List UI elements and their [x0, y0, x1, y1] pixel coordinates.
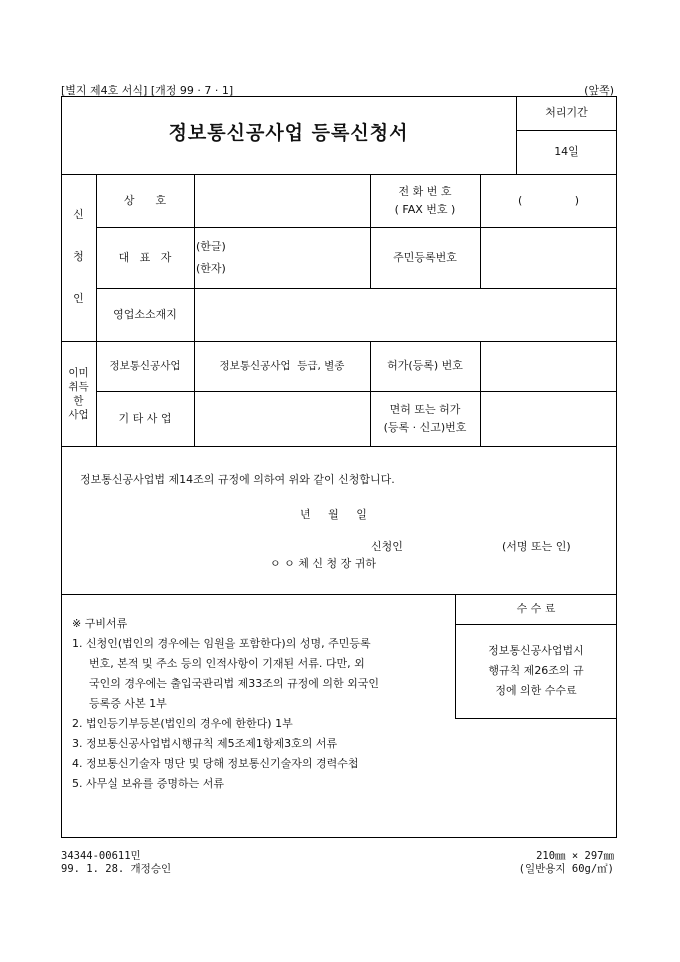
form-code: 34344-00611민	[61, 850, 141, 862]
document-item-2: 2. 법인등기부등본(법인의 경우에 한한다) 1부	[72, 717, 293, 730]
permit-number-field[interactable]	[480, 341, 617, 391]
license-label-line2: (등록 · 신고)번호	[383, 420, 467, 434]
fee-line-3: 정에 의한 수수료	[495, 684, 577, 697]
trade-name-label: 상 호	[123, 193, 167, 207]
telecom-business-label: 정보통신공사업	[109, 360, 181, 372]
document-item-5: 5. 사무실 보유를 증명하는 서류	[72, 777, 224, 790]
phone-field[interactable]: ( )	[517, 193, 580, 207]
resident-number-field[interactable]	[480, 227, 617, 288]
form-title: 정보통신공사업 등록신청서	[168, 122, 409, 144]
documents-heading: ※ 구비서류	[72, 617, 128, 630]
processing-value: 14일	[554, 145, 579, 158]
fee-description	[455, 624, 617, 718]
phone-label-line1: 전 화 번 호	[398, 184, 452, 198]
representative-label: 대 표 자	[118, 250, 172, 264]
document-item-4: 4. 정보통신기술자 명단 및 당해 정보통신기술자의 경력수첩	[72, 757, 359, 770]
applicant-label-3: 인	[73, 292, 84, 305]
address-field[interactable]	[194, 288, 617, 341]
signature-field[interactable]: (서명 또는 인)	[502, 540, 571, 553]
applicant-label-1: 신	[73, 208, 84, 221]
fee-line-1: 정보통신공사업법시	[488, 644, 584, 657]
required-documents	[72, 614, 447, 794]
license-number-label	[370, 391, 480, 446]
document-item-1-cont: 국인의 경우에는 출입국관리법 제33조의 규정에 의한 외국인	[89, 677, 379, 690]
license-label-line1: 면허 또는 허가	[389, 402, 461, 416]
rep-hangul-label: (한글)	[196, 239, 226, 253]
footer-left	[61, 850, 171, 876]
declaration-statement: 정보통신공사업법 제14조의 규정에 의하여 위와 같이 신청합니다.	[80, 473, 395, 486]
other-business-label: 기 타 사 업	[118, 411, 172, 425]
processing-label: 처리기간	[545, 106, 588, 119]
license-number-field[interactable]	[480, 391, 617, 446]
other-business-field[interactable]	[194, 391, 370, 446]
trade-name-field[interactable]	[194, 174, 370, 227]
applicant-sign-label: 신청인	[371, 540, 403, 553]
resident-number-label: 주민등록번호	[393, 250, 457, 264]
rep-hanja-label: (한자)	[196, 261, 226, 275]
document-item-3: 3. 정보통신공사업법시행규칙 제5조제1항제3호의 서류	[72, 737, 338, 750]
fee-line-2: 행규칙 제26조의 규	[488, 664, 584, 677]
permit-number-label: 허가(등록) 번호	[387, 359, 463, 372]
declaration-date: 년 월 일	[300, 508, 367, 521]
phone-label	[370, 174, 480, 227]
representative-field[interactable]	[196, 227, 368, 288]
form-id: [별지 제4호 서식] [개정 99 · 7 · 1]	[61, 84, 234, 97]
business-section-label: 이미 취득 한 사업	[68, 366, 89, 421]
approval-date: 99. 1. 28. 개정승인	[61, 863, 172, 875]
paper-type: (일반용지 60g/㎡)	[518, 863, 614, 875]
telecom-grade-label: 정보통신공사업 등급, 별종	[219, 360, 345, 372]
paper-size: 210㎜ × 297㎜	[536, 850, 614, 862]
footer-right	[519, 850, 614, 876]
side-label: (앞쪽)	[584, 84, 614, 97]
phone-label-line2: ( FAX 번호 )	[394, 202, 456, 216]
fee-label: 수 수 료	[516, 602, 556, 615]
document-item-1-cont: 번호, 본적 및 주소 등의 인적사항이 기재된 서류. 다만, 외	[89, 657, 365, 670]
document-item-1-cont: 등록증 사본 1부	[89, 697, 167, 710]
applicant-label-2: 청	[73, 250, 84, 263]
address-label: 영업소소재지	[113, 307, 177, 321]
document-item-1: 1. 신청인(법인의 경우에는 임원을 포함한다)의 성명, 주민등록	[72, 637, 371, 650]
recipient: ㅇ ㅇ 체 신 청 장 귀하	[270, 557, 376, 570]
